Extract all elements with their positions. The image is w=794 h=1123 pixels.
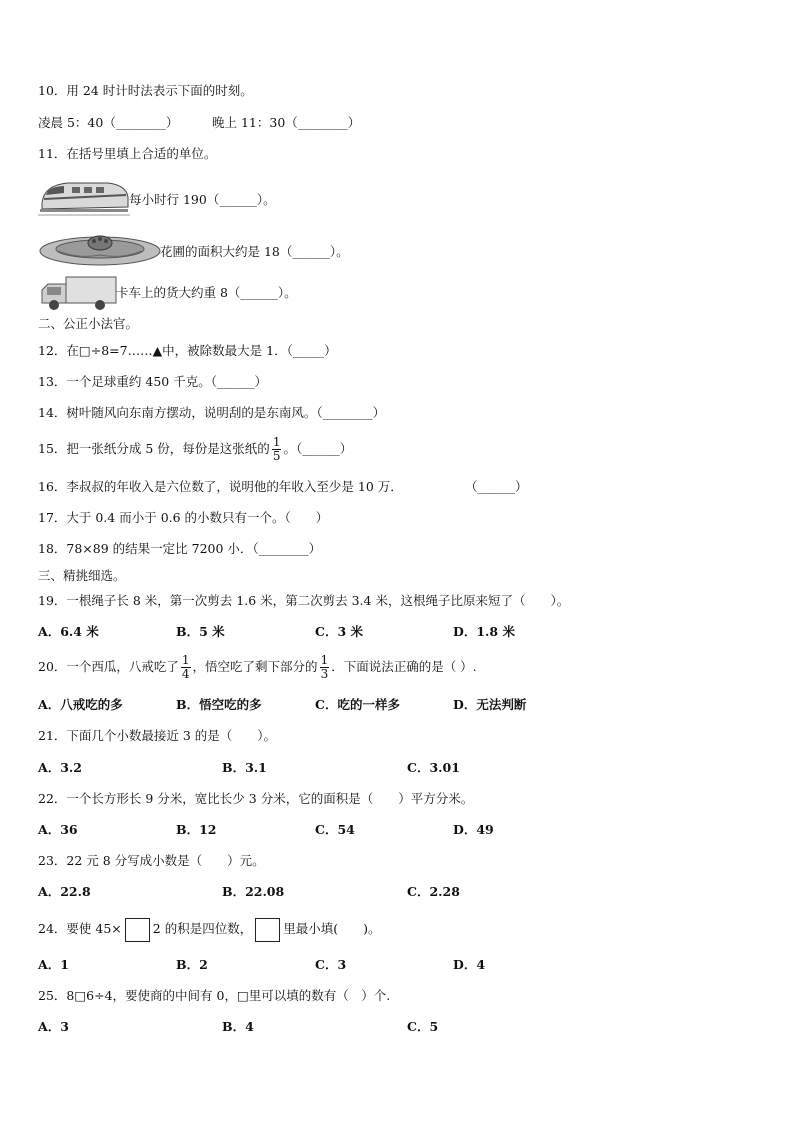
q20-option-c: C．吃的一样多: [315, 697, 400, 712]
question-24: [38, 914, 380, 944]
question-15: [38, 432, 352, 466]
fraction-denominator: 3: [320, 667, 329, 681]
q10-blank-a: 凌晨 5：40（________）: [38, 115, 179, 130]
question-18: 18．78×89 的结果一定比 7200 小．（________）: [38, 541, 322, 556]
q21-option-c: C．3.01: [407, 760, 460, 775]
q19-option-c: C．3 米: [315, 624, 363, 639]
q21-option-b: B．3.1: [222, 760, 267, 775]
q20-option-b: B．悟空吃的多: [176, 697, 262, 712]
q11-garden-text: 花圃的面积大约是 18（______）。: [160, 244, 349, 259]
fraction-numerator: 1: [181, 653, 190, 667]
q20-text-post: ．下面说法正确的是（ ）.: [331, 659, 477, 674]
question-10: 10．用 24 时计时法表示下面的时刻。: [38, 83, 253, 98]
q23-option-b: B．22.08: [222, 884, 285, 899]
question-16: 16．李叔叔的年收入是六位数了，说明他的年收入至少是 10 万．: [38, 479, 403, 494]
q15-text-post: 。（______）: [283, 441, 353, 456]
question-11: 11．在括号里填上合适的单位。: [38, 146, 217, 161]
question-14: 14．树叶随风向东南方摆动，说明刮的是东南风。（________）: [38, 405, 386, 420]
question-20: [38, 650, 477, 684]
q20-text-pre: 20．一个西瓜，八戒吃了: [38, 659, 179, 674]
question-21: 21．下面几个小数最接近 3 的是（ ）。: [38, 728, 277, 743]
q20-fraction-2: [320, 654, 330, 681]
q23-option-c: C．2.28: [407, 884, 460, 899]
q24-text-mid: 2 的积是四位数，: [152, 921, 253, 936]
q25-option-c: C．5: [407, 1019, 439, 1034]
q11-truck-text: 卡车上的货大约重 8（______）。: [116, 285, 297, 300]
train-image: [38, 175, 130, 221]
q22-option-a: A．36: [38, 822, 78, 837]
q24-blank-box-2: [255, 918, 280, 942]
q22-option-b: B．12: [176, 822, 217, 837]
q19-option-b: B．5 米: [176, 624, 225, 639]
q19-option-d: D．1.8 米: [453, 624, 515, 639]
q15-text-pre: 15．把一张纸分成 5 份，每份是这张纸的: [38, 441, 270, 456]
q20-fraction-1: [181, 654, 191, 681]
question-17: 17．大于 0.4 而小于 0.6 的小数只有一个。（ ）: [38, 510, 329, 525]
section-3-heading: 三、精挑细选。: [38, 568, 126, 583]
fraction-numerator: 1: [272, 435, 281, 449]
q23-option-a: A．22.8: [38, 884, 91, 899]
q20-option-a: A．八戒吃的多: [38, 697, 123, 712]
q16-blank: （______）: [465, 479, 528, 494]
q25-option-a: A．3: [38, 1019, 69, 1034]
question-23: 23．22 元 8 分写成小数是（ ）元。: [38, 853, 265, 868]
q21-option-a: A．3.2: [38, 760, 82, 775]
q24-text-pre: 24．要使 45×: [38, 921, 122, 936]
q22-option-c: C．54: [315, 822, 355, 837]
section-2-heading: 二、公正小法官。: [38, 316, 139, 331]
q22-option-d: D．49: [453, 822, 494, 837]
fraction-denominator: 5: [272, 449, 281, 463]
question-25: 25．8□6÷4，要使商的中间有 0，□里可以填的数有（ ）个.: [38, 988, 391, 1003]
q19-option-a: A．6.4 米: [38, 624, 99, 639]
fraction-numerator: 1: [320, 653, 329, 667]
q24-option-a: A．1: [38, 957, 69, 972]
question-12: 12．在□÷8=7……▲中，被除数最大是 1．（_____）: [38, 343, 337, 358]
q24-option-d: D．4: [453, 957, 486, 972]
question-13: 13．一个足球重约 450 千克。（______）: [38, 374, 267, 389]
fraction-denominator: 4: [181, 667, 190, 681]
q25-option-b: B．4: [222, 1019, 254, 1034]
q24-option-b: B．2: [176, 957, 208, 972]
question-19: 19．一根绳子长 8 米，第一次剪去 1.6 米，第二次剪去 3.4 米，这根绳子比原来短了（ ）。: [38, 593, 570, 608]
question-22: 22．一个长方形长 9 分米，宽比长少 3 分米，它的面积是（ ）平方分米。: [38, 791, 474, 806]
q24-option-c: C．3: [315, 957, 347, 972]
q20-option-d: D．无法判断: [453, 697, 527, 712]
q15-fraction: [272, 436, 282, 463]
q20-text-mid: ，悟空吃了剩下部分的: [192, 659, 318, 674]
q10-blank-b: 晚上 11：30（________）: [212, 115, 361, 130]
q24-text-post: 里最小填( )。: [283, 921, 381, 936]
garden-image: [38, 229, 162, 269]
truck-image: [38, 274, 118, 314]
q24-blank-box-1: [125, 918, 150, 942]
q11-train-text: 每小时行 190（______）。: [129, 192, 276, 207]
